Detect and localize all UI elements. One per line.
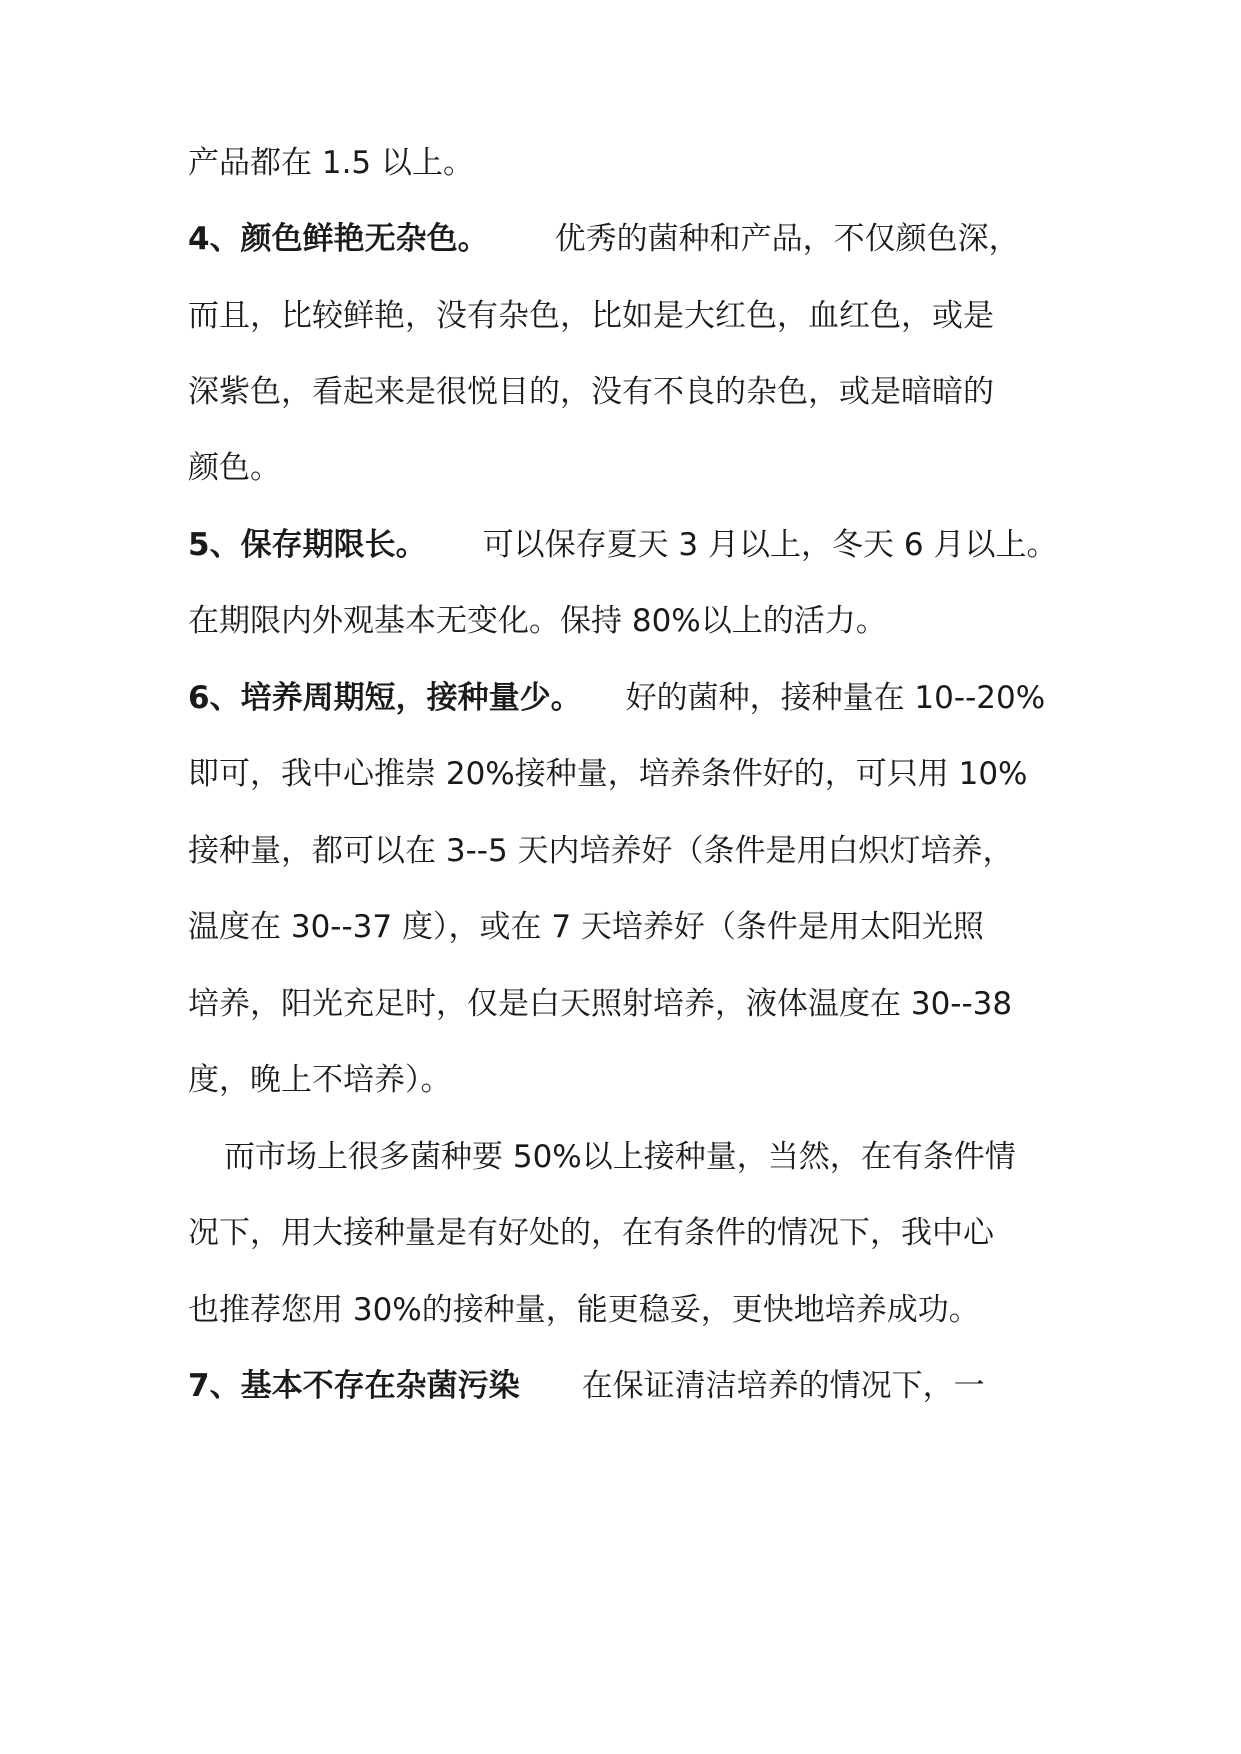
paragraph-line: [188, 907, 984, 947]
paragraph-line: [188, 1137, 1016, 1177]
body-text: 优秀的菌种和产品，不仅颜色深，: [554, 221, 1020, 257]
paragraph-line: [188, 831, 1014, 871]
section-7-line: [188, 1366, 985, 1406]
body-text: 培养，阳光充足时，仅是白天照射培养，液体温度在 30--38: [188, 986, 1013, 1022]
body-text: 在保证清洁培养的情况下，一: [581, 1368, 985, 1404]
body-text: 深紫色，看起来是很悦目的，没有不良的杂色，或是暗暗的: [188, 374, 994, 410]
paragraph-line: [188, 143, 474, 183]
body-text: 可以保存夏天 3 月以上，冬天 6 月以上。: [482, 527, 1058, 563]
body-text: 而市场上很多菌种要 50%以上接种量，当然，在有条件情: [224, 1139, 1016, 1175]
section-4-line: [188, 219, 1020, 259]
paragraph-line: [188, 601, 887, 641]
section-5-line: [188, 525, 1057, 565]
body-text: 也推荐您用 30%的接种量，能更稳妥，更快地培养成功。: [188, 1292, 980, 1328]
section-5-heading: 5、保存期限长。: [188, 527, 427, 563]
paragraph-line: [188, 296, 994, 336]
paragraph-line: [188, 1213, 994, 1253]
section-4-heading: 4、颜色鲜艳无杂色。: [188, 221, 489, 257]
paragraph-line: [188, 1060, 452, 1100]
body-text: 在期限内外观基本无变化。保持 80%以上的活力。: [188, 603, 887, 639]
body-text: 而且，比较鲜艳，没有杂色，比如是大红色，血红色，或是: [188, 298, 994, 334]
section-6-heading: 6、培养周期短，接种量少。: [188, 680, 582, 716]
section-6-line: [188, 678, 1045, 718]
body-text: 好的菌种，接种量在 10--20%: [625, 680, 1046, 716]
paragraph-line: [188, 448, 281, 488]
body-text: 况下，用大接种量是有好处的，在有条件的情况下，我中心: [188, 1215, 994, 1251]
paragraph-line: [188, 984, 1012, 1024]
paragraph-line: [188, 1290, 980, 1330]
body-text: 接种量，都可以在 3--5 天内培养好（条件是用白炽灯培养，: [188, 833, 1014, 869]
body-text: 度，晚上不培养）。: [188, 1062, 452, 1098]
section-7-heading: 7、基本不存在杂菌污染: [188, 1368, 520, 1404]
body-text: 颜色。: [188, 450, 281, 486]
paragraph-line: [188, 754, 1028, 794]
body-text: 温度在 30--37 度），或在 7 天培养好（条件是用太阳光照: [188, 909, 984, 945]
paragraph-line: [188, 372, 994, 412]
body-text: 产品都在 1.5 以上。: [188, 145, 475, 181]
body-text: 即可，我中心推崇 20%接种量，培养条件好的，可只用 10%: [188, 756, 1028, 792]
